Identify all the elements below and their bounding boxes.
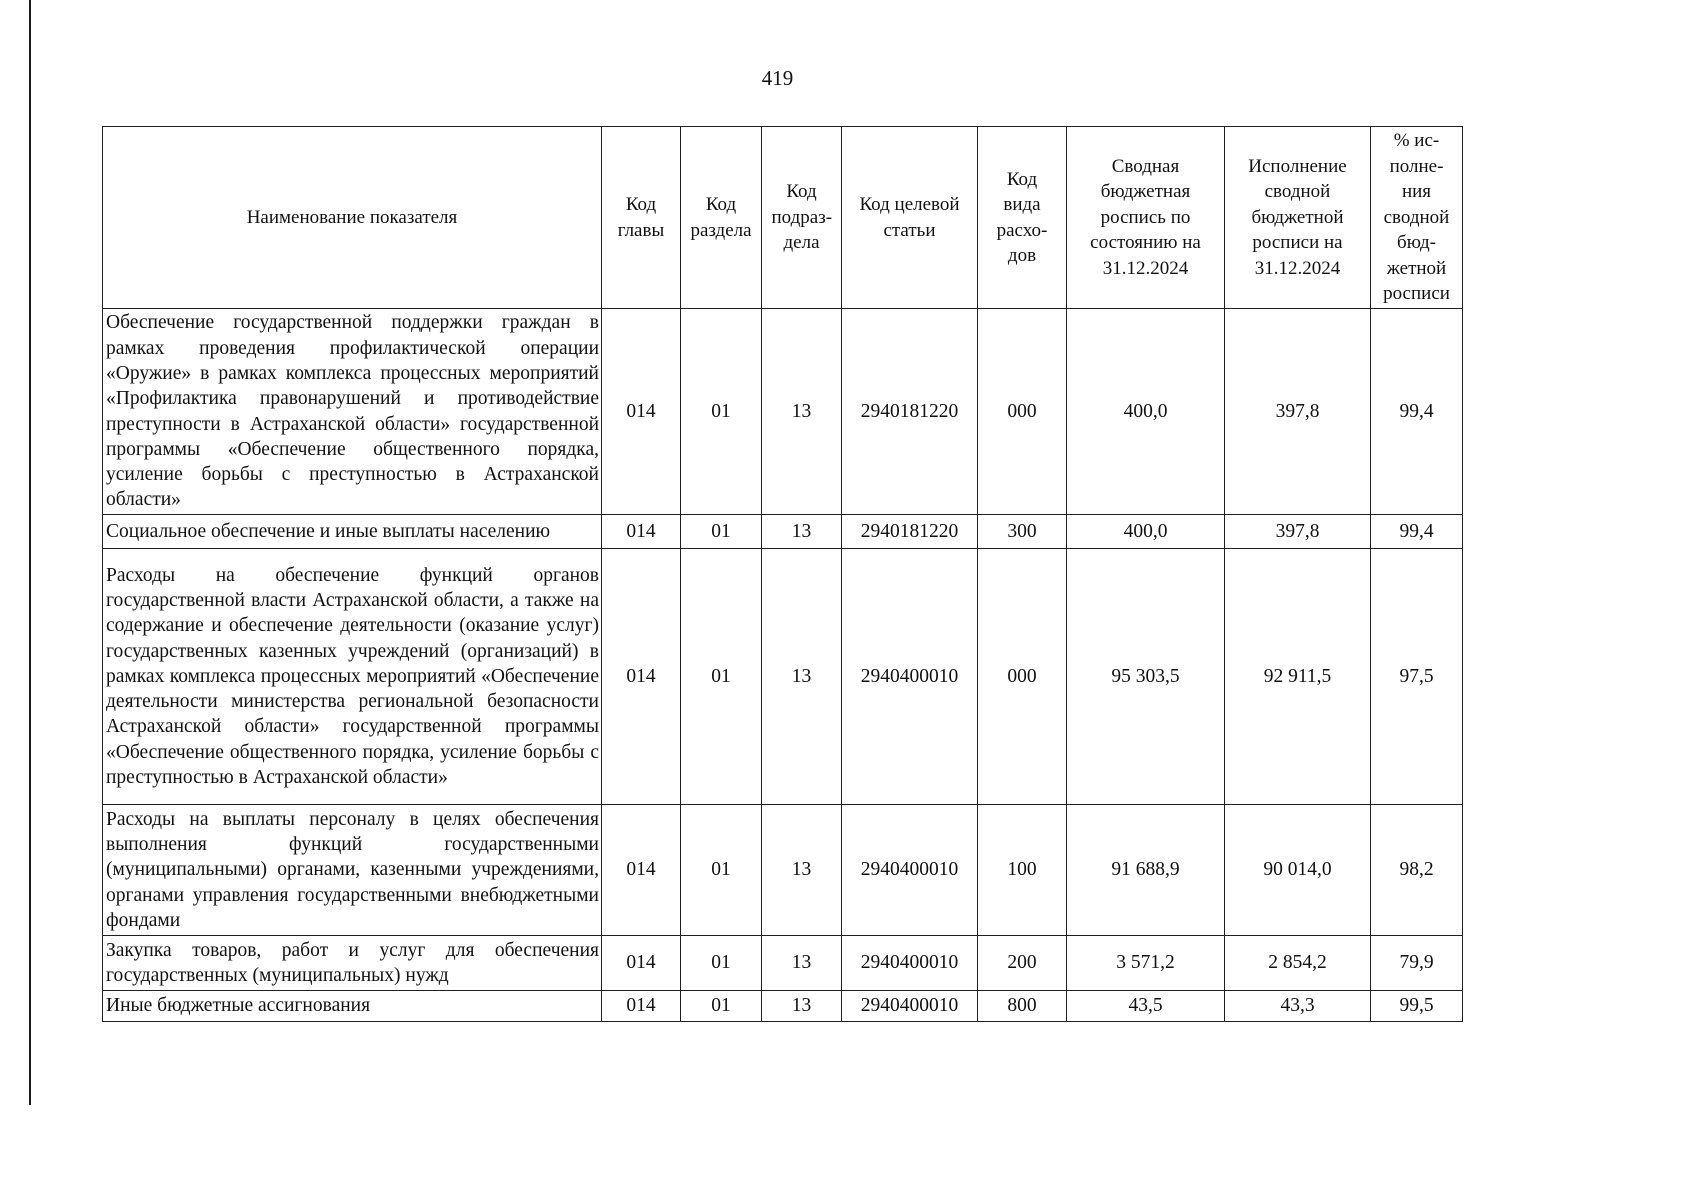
cell-kod-vida-rashodov: 000 [978, 549, 1067, 805]
cell-kod-celevoy-stati: 2940400010 [842, 936, 978, 991]
cell-svodnaya-rospis: 400,0 [1067, 309, 1225, 515]
header-kod-celevoy-stati-text: Код целевой статьи [859, 194, 960, 241]
cell-kod-podrazdela: 13 [762, 549, 842, 805]
cell-svodnaya-rospis: 400,0 [1067, 515, 1225, 549]
header-kod-razdela-text: Код раздела [690, 194, 752, 241]
cell-kod-celevoy-stati: 2940400010 [842, 805, 978, 936]
cell-kod-vida-rashodov: 000 [978, 309, 1067, 515]
page-binding-line [29, 0, 31, 1105]
header-kod-podrazdela-text: Код подраз-дела [771, 181, 833, 254]
cell-kod-glavy: 014 [602, 805, 681, 936]
cell-kod-razdela: 01 [681, 549, 762, 805]
cell-kod-glavy: 014 [602, 936, 681, 991]
cell-kod-glavy: 014 [602, 991, 681, 1022]
cell-svodnaya-rospis: 95 303,5 [1067, 549, 1225, 805]
header-ispolnenie [1225, 127, 1371, 309]
cell-ispolnenie: 397,8 [1225, 515, 1371, 549]
header-svodnaya-rospis [1067, 127, 1225, 309]
row-name: Обеспечение государственной поддержки граждан в рамках проведения профилактической операции «Оружие» в рамках комплекса процессных мероприятий «Профилактика правонарушений и противодействие преступности в Астраханской области» государственной программы «Обеспечение общественного порядка, усиление борьбы с преступностью в Астраханской области» [103, 309, 602, 515]
cell-kod-celevoy-stati: 2940400010 [842, 549, 978, 805]
cell-kod-glavy: 014 [602, 549, 681, 805]
table-row [103, 309, 1463, 515]
row-name: Иные бюджетные ассигнования [103, 991, 602, 1022]
header-kod-celevoy-stati [842, 127, 978, 309]
table-row [103, 805, 1463, 936]
cell-kod-celevoy-stati: 2940181220 [842, 515, 978, 549]
cell-ispolnenie: 2 854,2 [1225, 936, 1371, 991]
cell-kod-vida-rashodov: 800 [978, 991, 1067, 1022]
row-name: Закупка товаров, работ и услуг для обеспечения государственных (муниципальных) нужд [103, 936, 602, 991]
cell-procent: 99,5 [1371, 991, 1463, 1022]
cell-kod-razdela: 01 [681, 309, 762, 515]
cell-kod-razdela: 01 [681, 515, 762, 549]
table-header [103, 127, 1463, 309]
header-kod-vida-rashodov-text: Код вида расхо-дов [996, 168, 1048, 266]
header-kod-glavy [602, 127, 681, 309]
cell-kod-podrazdela: 13 [762, 991, 842, 1022]
cell-kod-glavy: 014 [602, 309, 681, 515]
cell-kod-glavy: 014 [602, 515, 681, 549]
cell-procent: 98,2 [1371, 805, 1463, 936]
row-name: Социальное обеспечение и иные выплаты населению [103, 515, 602, 549]
cell-ispolnenie: 397,8 [1225, 309, 1371, 515]
cell-kod-vida-rashodov: 300 [978, 515, 1067, 549]
row-name: Расходы на обеспечение функций органов государственной власти Астраханской области, а также на содержание и обеспечение деятельности (оказание услуг) государственных казенных учреждений (организаций) в рамках комплекса процессных мероприятий «Обеспечение деятельности министерства региональной безопасности Астраханской области» государственной программы «Обеспечение общественного порядка, усиление борьбы с преступностью в Астраханской области» [103, 549, 602, 805]
cell-kod-podrazdela: 13 [762, 309, 842, 515]
cell-kod-celevoy-stati: 2940400010 [842, 991, 978, 1022]
table-row [103, 991, 1463, 1022]
header-kod-podrazdela [762, 127, 842, 309]
header-name [103, 127, 602, 309]
cell-svodnaya-rospis: 91 688,9 [1067, 805, 1225, 936]
header-kod-glavy-text: Код главы [617, 194, 665, 241]
header-procent [1371, 127, 1463, 309]
cell-kod-celevoy-stati: 2940181220 [842, 309, 978, 515]
cell-kod-podrazdela: 13 [762, 515, 842, 549]
cell-kod-podrazdela: 13 [762, 805, 842, 936]
cell-kod-razdela: 01 [681, 991, 762, 1022]
cell-procent: 99,4 [1371, 515, 1463, 549]
cell-kod-vida-rashodov: 100 [978, 805, 1067, 936]
header-procent-text: % ис-полне-ния сводной бюд-жетной росписи [1383, 130, 1450, 305]
cell-kod-podrazdela: 13 [762, 936, 842, 991]
header-ispolnenie-text: Исполнение сводной бюджетной росписи на 31.12.2024 [1248, 155, 1347, 279]
header-name-text: Наименование показателя [246, 206, 458, 228]
cell-kod-vida-rashodov: 200 [978, 936, 1067, 991]
header-kod-razdela [681, 127, 762, 309]
cell-svodnaya-rospis: 3 571,2 [1067, 936, 1225, 991]
cell-ispolnenie: 90 014,0 [1225, 805, 1371, 936]
table-row [103, 515, 1463, 549]
cell-ispolnenie: 43,3 [1225, 991, 1371, 1022]
cell-procent: 97,5 [1371, 549, 1463, 805]
row-name: Расходы на выплаты персоналу в целях обеспечения выполнения функций государственными (муниципальными) органами, казенными учреждениями, органами управления государственными внебюджетными фондами [103, 805, 602, 936]
header-row [103, 127, 1463, 309]
cell-procent: 79,9 [1371, 936, 1463, 991]
cell-kod-razdela: 01 [681, 805, 762, 936]
header-kod-vida-rashodov [978, 127, 1067, 309]
table-row [103, 936, 1463, 991]
table-body [103, 309, 1463, 1022]
page-number: 419 [761, 66, 794, 90]
cell-kod-razdela: 01 [681, 936, 762, 991]
budget-table [102, 126, 1463, 1022]
cell-svodnaya-rospis: 43,5 [1067, 991, 1225, 1022]
header-svodnaya-rospis-text: Сводная бюджетная роспись по состоянию на 31.12.2024 [1090, 155, 1201, 279]
cell-procent: 99,4 [1371, 309, 1463, 515]
cell-ispolnenie: 92 911,5 [1225, 549, 1371, 805]
table-row [103, 549, 1463, 805]
